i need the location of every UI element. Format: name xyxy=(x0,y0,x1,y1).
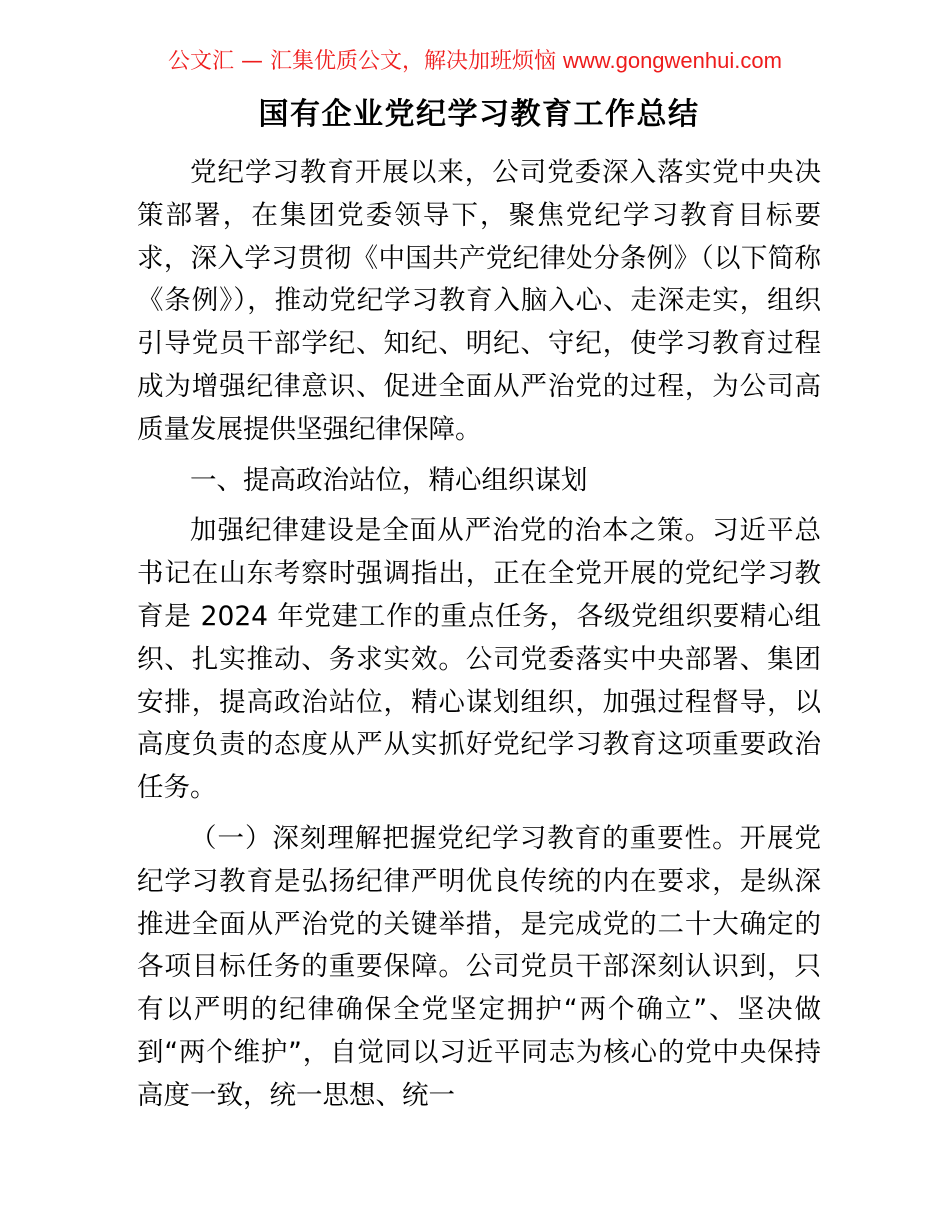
watermark-text-cn: 公文汇 — 汇集优质公文，解决加班烦恼 xyxy=(168,49,564,74)
section-heading-1: 一、提高政治站位，精心组织谋划 xyxy=(190,464,588,496)
paragraph-intro: 党纪学习教育开展以来，公司党委深入落实党中央决策部署，在集团党委领导下，聚焦党纪学习教育目标要求，深入学习贯彻《中国共产党纪律处分条例》（以下简称《条例》），推动党纪学习教育入脑入心、走深走实，组织引导党员干部学纪、知纪、明纪、守纪，使学习教育过程成为增强纪律意识、促进全面从严治党的过程，为公司高质量发展提供坚强纪律保障。 xyxy=(137,157,821,445)
paragraph-subsection-1: （一）深刻理解把握党纪学习教育的重要性。开展党纪学习教育是弘扬纪律严明优良传统的内在要求，是纵深推进全面从严治党的关键举措，是完成党的二十大确定的各项目标任务的重要保障。公司党员干部深刻认识到，只有以严明的纪律确保全党坚定拥护“两个确立”、坚决做到“两个维护”，自觉同以习近平同志为核心的党中央保持高度一致，统一思想、统一 xyxy=(137,822,821,1111)
paragraph-spacer xyxy=(137,810,821,818)
document-body xyxy=(137,92,821,1118)
paragraph-spacer xyxy=(137,502,821,510)
paragraph-spacer xyxy=(137,452,821,460)
document-title: 国有企业党纪学习教育工作总结 xyxy=(258,97,700,132)
watermark-url: www.gongwenhui.com xyxy=(563,48,782,73)
paragraph-section1-body: 加强纪律建设是全面从严治党的治本之策。习近平总书记在山东考察时强调指出，正在全党开展的党纪学习教育是 2024 年党建工作的重点任务，各级党组织要精心组织、扎实推动、务求实效。公司党委落实中央部署、集团安排，提高政治站位，精心谋划组织，加强过程督导，以高度负责的态度从严从实抓好党纪学习教育这项重要政治任务。 xyxy=(137,515,821,804)
watermark-banner xyxy=(0,46,950,77)
